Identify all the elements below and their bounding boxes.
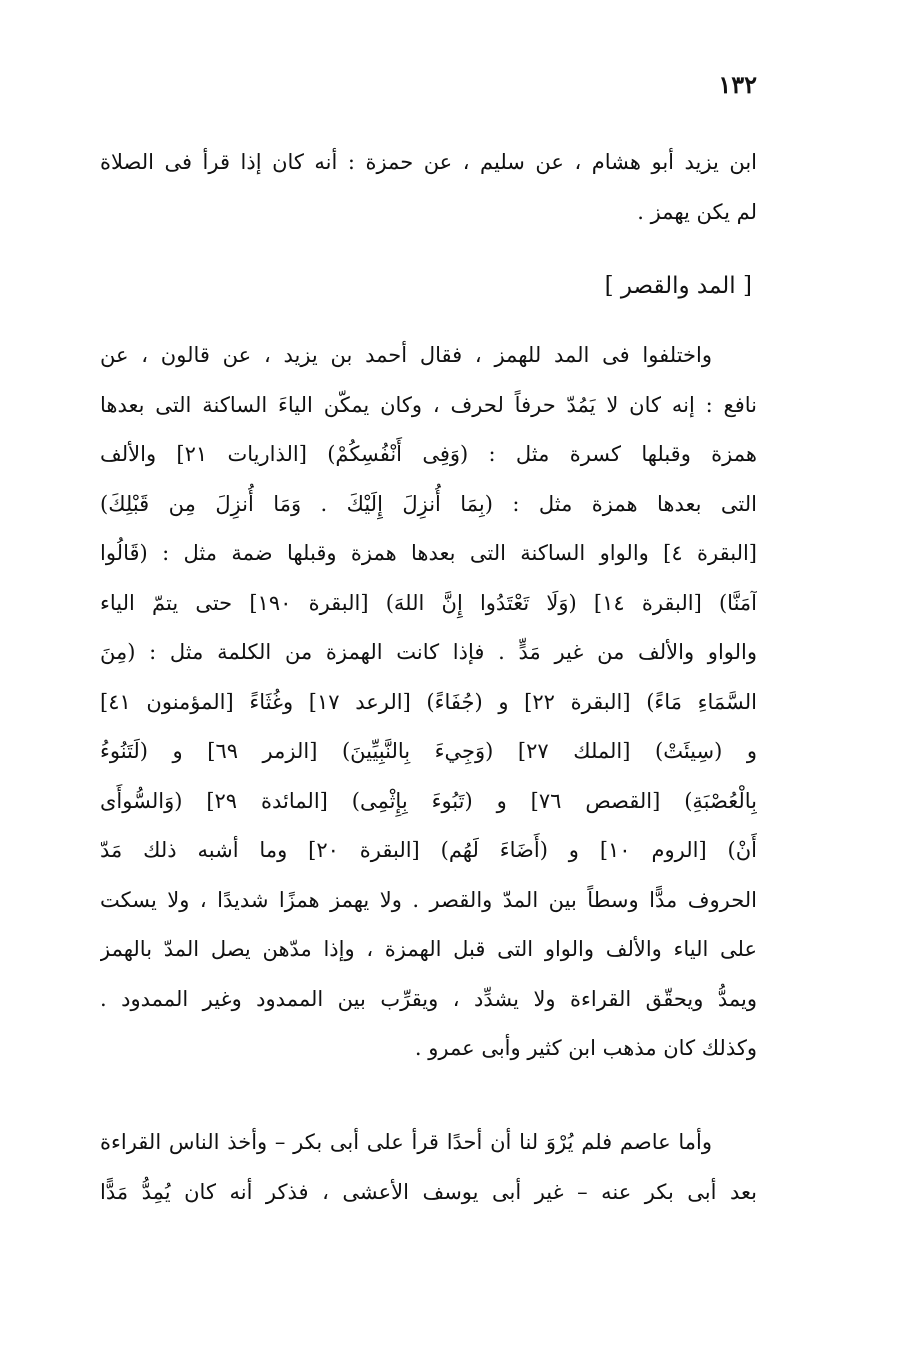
paragraph-1 (100, 138, 757, 237)
paragraph-3-line: وأما عاصم فلم يُرْوَ لنا أن أحدًا قرأ على أبى بكر – وأخذ الناس القراءة (100, 1130, 712, 1154)
paragraph-1-line: ابن يزيد أبو هشام ، عن سليم ، عن حمزة : أنه كان إذا قرأ فى الصلاة (100, 150, 757, 174)
paragraph-2-line: ويمدُّ ويحقّق القراءة ولا يشدِّد ، ويقرِّب بين الممدود وغير الممدود . (100, 986, 757, 1011)
paragraph-2-line: و (سِيئَتْ) [الملك ٢٧] (وَجِيءَ بِالنَّبِيِّينَ) [الزمر ٦٩] و (لَتَنُوءُ (100, 739, 757, 763)
paragraph-2-line: على الياء والألف والواو التى قبل الهمزة ، وإذا مدّهن يصل المدّ بالهمز (100, 937, 757, 961)
paragraph-3 (100, 1118, 757, 1217)
paragraph-2-line: همزة وقبلها كسرة مثل : (وَفِى أَنْفُسِكُمْ) [الذاريات ٢١] والألف (100, 442, 757, 466)
paragraph-2-line: وكذلك كان مذهب ابن كثير وأبى عمرو . (414, 1036, 757, 1060)
section-heading: [ المد والقصر ] (604, 273, 752, 299)
paragraph-2-line: واختلفوا فى المد للهمز ، فقال أحمد بن يزيد ، عن قالون ، عن (100, 343, 712, 367)
paragraph-2-line: بِالْعُصْبَةِ) [القصص ٧٦] و (تَبُوءَ بِإِثْمِى) [المائدة ٢٩] (وَالسُّوأَى (100, 788, 757, 813)
paragraph-2-line: أَنْ) [الروم ١٠] و (أَضَاءَ لَهُم) [البقرة ٢٠] وما أشبه ذلك مَدّ (100, 838, 757, 862)
paragraph-3-line: بعد أبى بكر عنه – غير أبى يوسف الأعشى ، فذكر أنه كان يُمِدُّ مَدًّا (100, 1179, 757, 1204)
paragraph-2-line: السَّمَاءِ مَاءً) [البقرة ٢٢] و (جُفَاءً) [الرعد ١٧] وغُثَاءً [المؤمنون ٤١] (100, 689, 757, 714)
page-number: ١٣٢ (718, 70, 757, 99)
paragraph-2 (100, 331, 757, 1074)
paragraph-2-line: نافع : إنه كان لا يَمُدّ حرفاً لحرف ، وكان يمكّن الياءَ الساكنة التى بعدها (100, 392, 757, 417)
paragraph-2-line: [البقرة ٤] والواو الساكنة التى بعدها همزة وقبلها ضمة مثل : (قَالُوا (100, 541, 757, 565)
paragraph-2-line: آمَنَّا) [البقرة ١٤] (وَلَا تَعْتَدُوا إِنَّ اللهَ) [البقرة ١٩٠] حتى يتمّ الياء (100, 590, 757, 615)
paragraph-2-line: والواو والألف من غير مَدٍّ . فإذا كانت الهمزة من الكلمة مثل : (مِنَ (100, 640, 757, 664)
paragraph-2-line: الحروف مدًّا وسطاً بين المدّ والقصر . ولا يهمز همزًا شديدًا ، ولا يسكت (100, 887, 757, 912)
paragraph-2-line: التى بعدها همزة مثل : (بِمَا أُنزِلَ إِلَيْكَ . وَمَا أُنزِلَ مِن قَبْلِكَ) (100, 491, 757, 516)
paragraph-1-line: لم يكن يهمز . (637, 199, 757, 224)
